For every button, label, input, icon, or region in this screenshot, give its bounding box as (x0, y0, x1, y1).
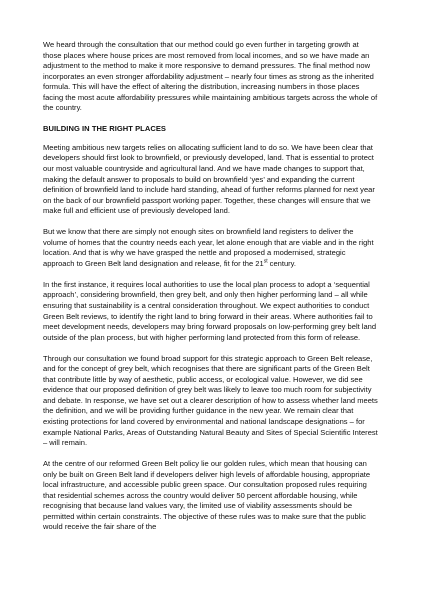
paragraph-green-belt-approach-end: century. (267, 258, 296, 268)
paragraph-brownfield-land: Meeting ambitious new targets relies on allocating sufficient land to do so. We have been clear that developers should first look to brownfield, or previously developed, land. That is essential to protect our most valuable countryside and agricultural land. And we have made changes to support that, making the default answer to proposals to build on brownfield ‘yes’ and expanding the current definition of brownfield land to include hard standing, ahead of further reforms planned for next year on the back of our brownfield passport working paper. Together, these changes will ensure that we make full and efficient use of previously developed land. (43, 142, 375, 216)
paragraph-green-belt-approach-text: But we know that there are simply not enough sites on brownfield land registers to deliver the volume of homes that the country needs each year, let alone enough that are viable and in the right location. And that is why we have grasped the nettle and proposed a modernised, strategic approach to Green Belt land designation and release, fit for the 21 (43, 227, 374, 268)
paragraph-golden-rules: At the centre of our reformed Green Belt policy lie our golden rules, which mean that housing can only be built on Green Belt land if developers deliver high levels of affordable housing, appropriate local infrastructure, and accessible public green space. Our consultation proposed rules requiring that residential schemes across the country would deliver 50 percent affordable housing, while recognising that because land values vary, the limited use of viability assessments should be permitted within certain constraints. The objective of these rules was to make sure that the public would receive the fair share of the (43, 459, 371, 532)
document-page (43, 40, 378, 543)
paragraph-grey-belt-consultation: Through our consultation we found broad support for this strategic approach to Green Belt release, and for the concept of grey belt, which recognises that there are significant parts of the Green Belt that contribute little by way of aesthetic, public access, or ecological value. However, we did see evidence that our proposed definition of grey belt was likely to leave too much room for subjectivity and debate. In response, we have set out a clearer description of how to assess whether land meets the definition, and we will be providing further guidance in the new year. We remain clear that existing protections for land covered by environmental and national landscape designations – for example National Parks, Areas of Outstanding Natural Beauty and Sites of Special Scientific Interest – will remain. (43, 353, 378, 448)
paragraph-affordability-adjustment: We heard through the consultation that our method could go even further in targeting growth at those places where house prices are most removed from local incomes, and so we have made an adjustment to the method to make it more responsive to demand pressures. The final method now incorporates an even stronger affordability adjustment – nearly four times as strong as the inherited formula. This will have the effect of altering the distribution, increasing numbers in those places facing the most acute affordability pressures while maintaining ambitious targets across the whole of the country. (43, 40, 378, 113)
ordinal-suffix: st (263, 258, 268, 265)
paragraph-sequential-approach: In the first instance, it requires local authorities to use the local plan process to adopt a ‘sequential approach’, considering brownfield, then grey belt, and only then higher performing land – all while ensuring that sustainability is a central consideration throughout. We expect authorities to conduct Green Belt reviews, to identify the right land to bring forward in their areas. Where authorities fail to meet development needs, developers may bring forward proposals on low-performing grey belt land outside of the plan process, but with higher performing land protected from this form of release. (43, 279, 377, 342)
section-heading-building-right-places: BUILDING IN THE RIGHT PLACES (43, 124, 166, 134)
paragraph-green-belt-approach (43, 227, 378, 269)
